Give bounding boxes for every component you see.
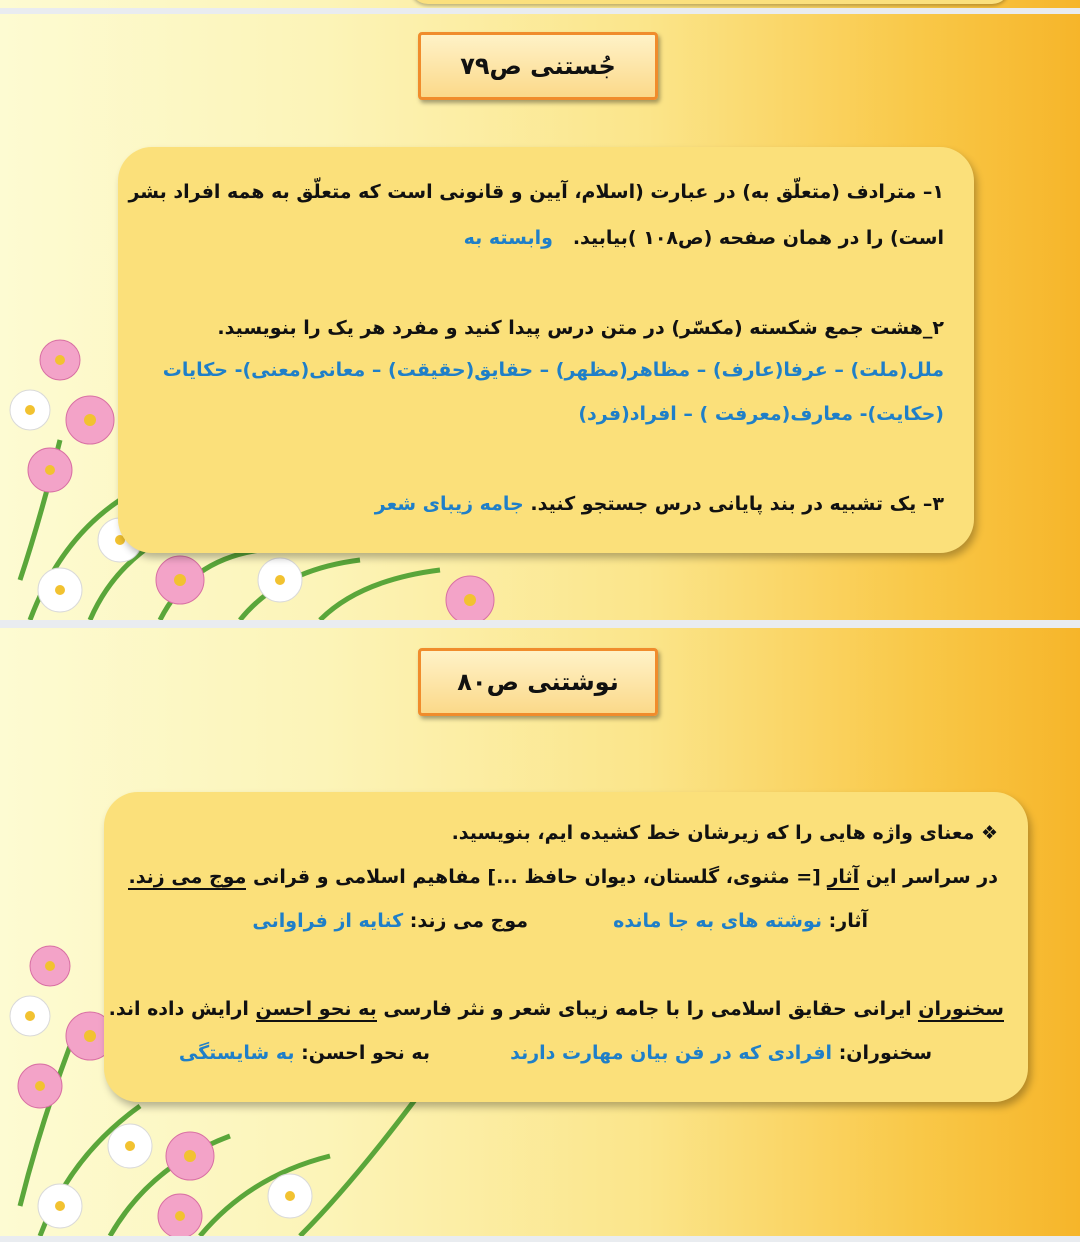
question-2: ۲_هشت جمع شکسته (مکسّر) در متن درس پیدا کنید و مفرد هر یک را بنویسید.: [217, 317, 944, 339]
question-2-answer-line-1: ملل(ملت) – عرفا(عارف) – مظاهر(مظهر) – حقایق(حقیقت) – معانی(معنی)- حکایات: [162, 359, 944, 381]
answer-term-mowj: [252, 910, 528, 932]
answer-meaning: به شایستگی: [178, 1042, 295, 1064]
question-1-line-1: ۱– مترادف (متعلّق به) در عبارت (اسلام، آیین و قانونی است که متعلّق به همه افراد بشر: [128, 181, 944, 203]
underlined-word: به نحو احسن: [255, 998, 377, 1020]
previous-slide-strip: [0, 0, 1080, 8]
slide-title-banner: نوشتنی ص۸۰: [418, 648, 658, 716]
slide-title-banner: جُستنی ص۷۹: [418, 32, 658, 100]
sentence-2-end: ارایش داده اند.: [108, 998, 249, 1020]
sentence-1-middle: [= مثنوی، گلستان، دیوان حافظ ...] مفاهیم اسلامی و قرانی: [252, 866, 821, 888]
answer-term: موج می زند:: [409, 910, 528, 932]
sentence-2-middle: ایرانی حقایق اسلامی را با جامه زیبای شعر و نثر فارسی: [383, 998, 912, 1020]
answer-term-sokhanvaran: [510, 1042, 932, 1064]
sentence-2: [109, 998, 1004, 1020]
answer-term-nahv-ahsan: [179, 1042, 430, 1064]
previous-slide-card-edge: [410, 0, 1010, 4]
instruction: ❖ معنای واژه هایی را که زیرشان خط کشیده ایم، بنویسید.: [451, 822, 998, 844]
question-1-answer: وابسته به: [463, 227, 553, 249]
underlined-word: آثار: [827, 866, 860, 888]
answer-term: آثار:: [828, 910, 868, 932]
underlined-word: سخنوران: [918, 998, 1004, 1020]
answer-term: سخنوران:: [838, 1042, 932, 1064]
question-1-line-2: [464, 227, 944, 249]
answer-meaning: نوشته های به جا مانده: [613, 910, 823, 932]
sentence-1-before: در سراسر این: [865, 866, 998, 888]
underlined-word: موج می زند.: [128, 866, 247, 888]
answer-meaning: افرادی که در فن بیان مهارت دارند: [510, 1042, 833, 1064]
question-3-answer: جامه زیبای شعر: [374, 493, 524, 515]
answer-term-athar: [613, 910, 868, 932]
exercise-card: [118, 147, 974, 553]
question-2-answer-line-2: (حکایت)- معارف(معرفت ) – افراد(فرد): [578, 403, 944, 425]
slide-neveshtani: [0, 628, 1080, 1236]
answer-term: به نحو احسن:: [301, 1042, 430, 1064]
exercise-card: [104, 792, 1028, 1102]
answer-meaning: کنایه از فراوانی: [252, 910, 404, 932]
question-3: [375, 493, 944, 515]
sentence-1: [128, 866, 998, 888]
question-1-text: است) را در همان صفحه (ص۱۰۸ )بیابید.: [572, 227, 944, 249]
question-3-text: ۳– یک تشبیه در بند پایانی درس جستجو کنید.: [530, 493, 944, 515]
slide-jostani: [0, 14, 1080, 620]
